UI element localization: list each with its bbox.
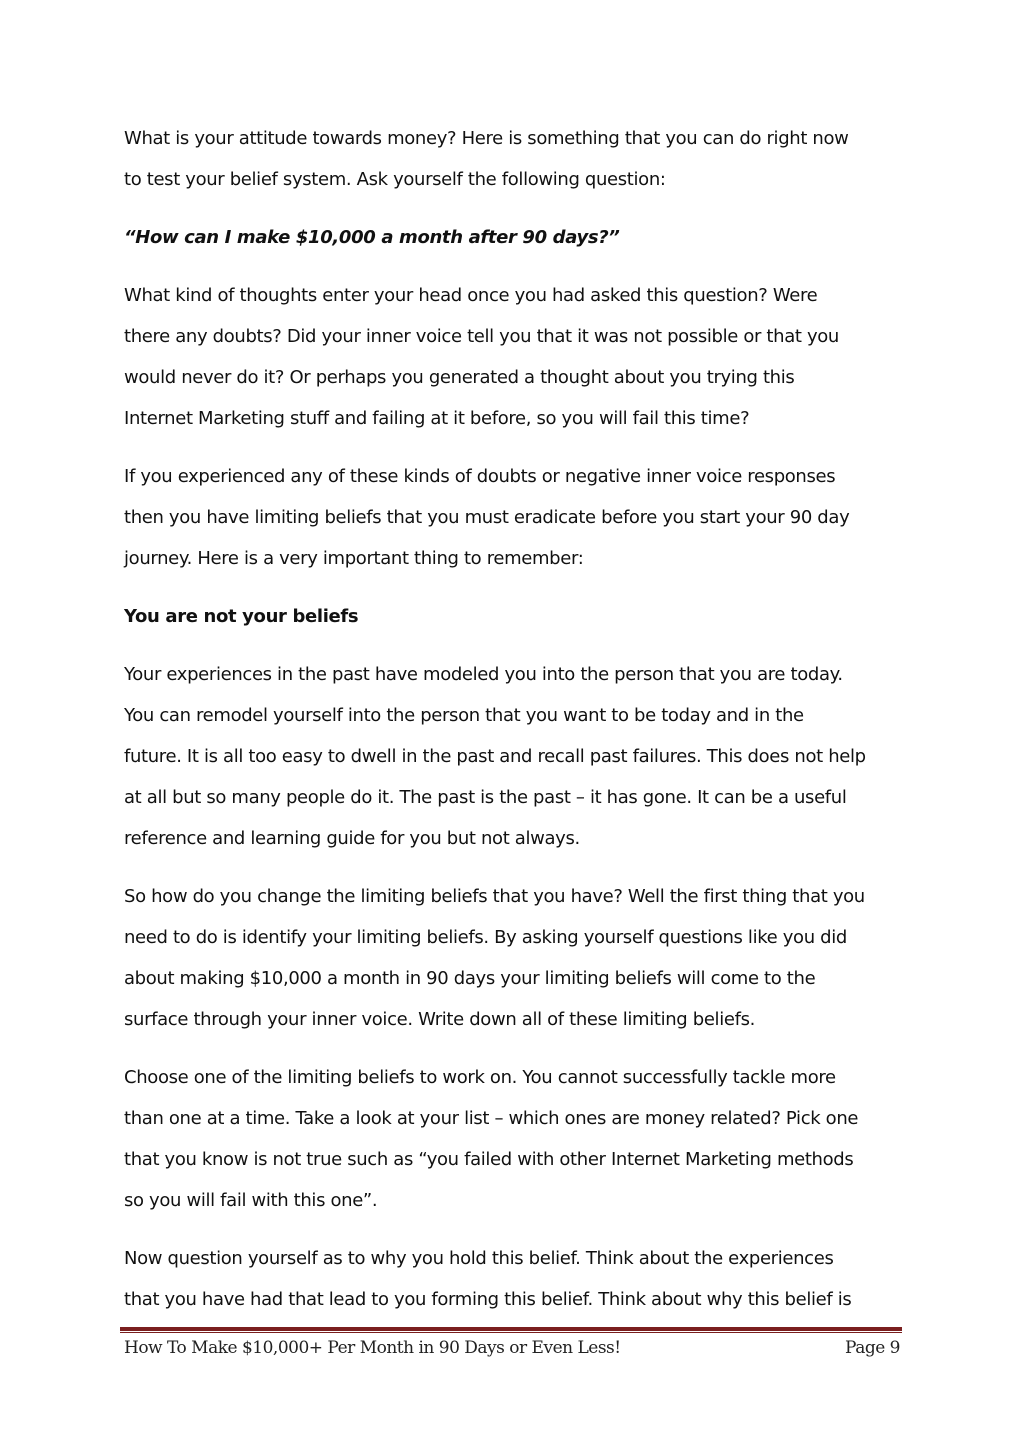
paragraph-thoughts (124, 275, 904, 439)
question-quote (124, 217, 904, 258)
text-line: that you know is not true such as “you failed with other Internet Marketing methods (124, 1149, 854, 1170)
text-line: journey. Here is a very important thing to remember: (124, 548, 584, 569)
footer-book-title: How To Make $10,000+ Per Month in 90 Days or Even Less! (124, 1338, 621, 1358)
section-heading (124, 596, 904, 637)
text-line: reference and learning guide for you but not always. (124, 828, 580, 849)
text-line: than one at a time. Take a look at your list – which ones are money related? Pick one (124, 1108, 859, 1129)
text-line: to test your belief system. Ask yourself the following question: (124, 169, 666, 190)
footer-divider-thick (120, 1327, 902, 1331)
footer-divider-thin (120, 1332, 902, 1333)
text-line: so you will fail with this one”. (124, 1190, 378, 1211)
text-line: Choose one of the limiting beliefs to work on. You cannot successfully tackle more (124, 1067, 836, 1088)
text-line: future. It is all too easy to dwell in the past and recall past failures. This does not help (124, 746, 866, 767)
page-body (124, 118, 904, 1337)
text-line: You can remodel yourself into the person that you want to be today and in the (124, 705, 804, 726)
page-number: Page 9 (845, 1338, 900, 1358)
text-line: that you have had that lead to you forming this belief. Think about why this belief is (124, 1289, 852, 1310)
paragraph-attitude (124, 118, 904, 200)
text-line: about making $10,000 a month in 90 days your limiting beliefs will come to the (124, 968, 816, 989)
text-line: Your experiences in the past have modeled you into the person that you are today. (124, 664, 843, 685)
paragraph-question-yourself (124, 1238, 904, 1320)
paragraph-experiences (124, 654, 904, 859)
text-line: would never do it? Or perhaps you generated a thought about you trying this (124, 367, 795, 388)
text-line: What is your attitude towards money? Here is something that you can do right now (124, 128, 849, 149)
text-line: need to do is identify your limiting beliefs. By asking yourself questions like you did (124, 927, 847, 948)
paragraph-choose-one (124, 1057, 904, 1221)
text-line: then you have limiting beliefs that you must eradicate before you start your 90 day (124, 507, 850, 528)
text-line: So how do you change the limiting beliefs that you have? Well the first thing that you (124, 886, 865, 907)
text-line: Internet Marketing stuff and failing at it before, so you will fail this time? (124, 408, 750, 429)
paragraph-change-beliefs (124, 876, 904, 1040)
paragraph-doubts (124, 456, 904, 579)
text-line: there any doubts? Did your inner voice tell you that it was not possible or that you (124, 326, 839, 347)
text-line: If you experienced any of these kinds of doubts or negative inner voice responses (124, 466, 836, 487)
footer-divider (120, 1327, 902, 1334)
text-line: “How can I make $10,000 a month after 90 days?” (124, 227, 620, 248)
text-line: at all but so many people do it. The past is the past – it has gone. It can be a useful (124, 787, 847, 808)
text-line: surface through your inner voice. Write down all of these limiting beliefs. (124, 1009, 755, 1030)
text-line: Now question yourself as to why you hold this belief. Think about the experiences (124, 1248, 834, 1269)
text-line: You are not your beliefs (124, 606, 359, 627)
text-line: What kind of thoughts enter your head once you had asked this question? Were (124, 285, 818, 306)
page-footer (124, 1338, 900, 1364)
